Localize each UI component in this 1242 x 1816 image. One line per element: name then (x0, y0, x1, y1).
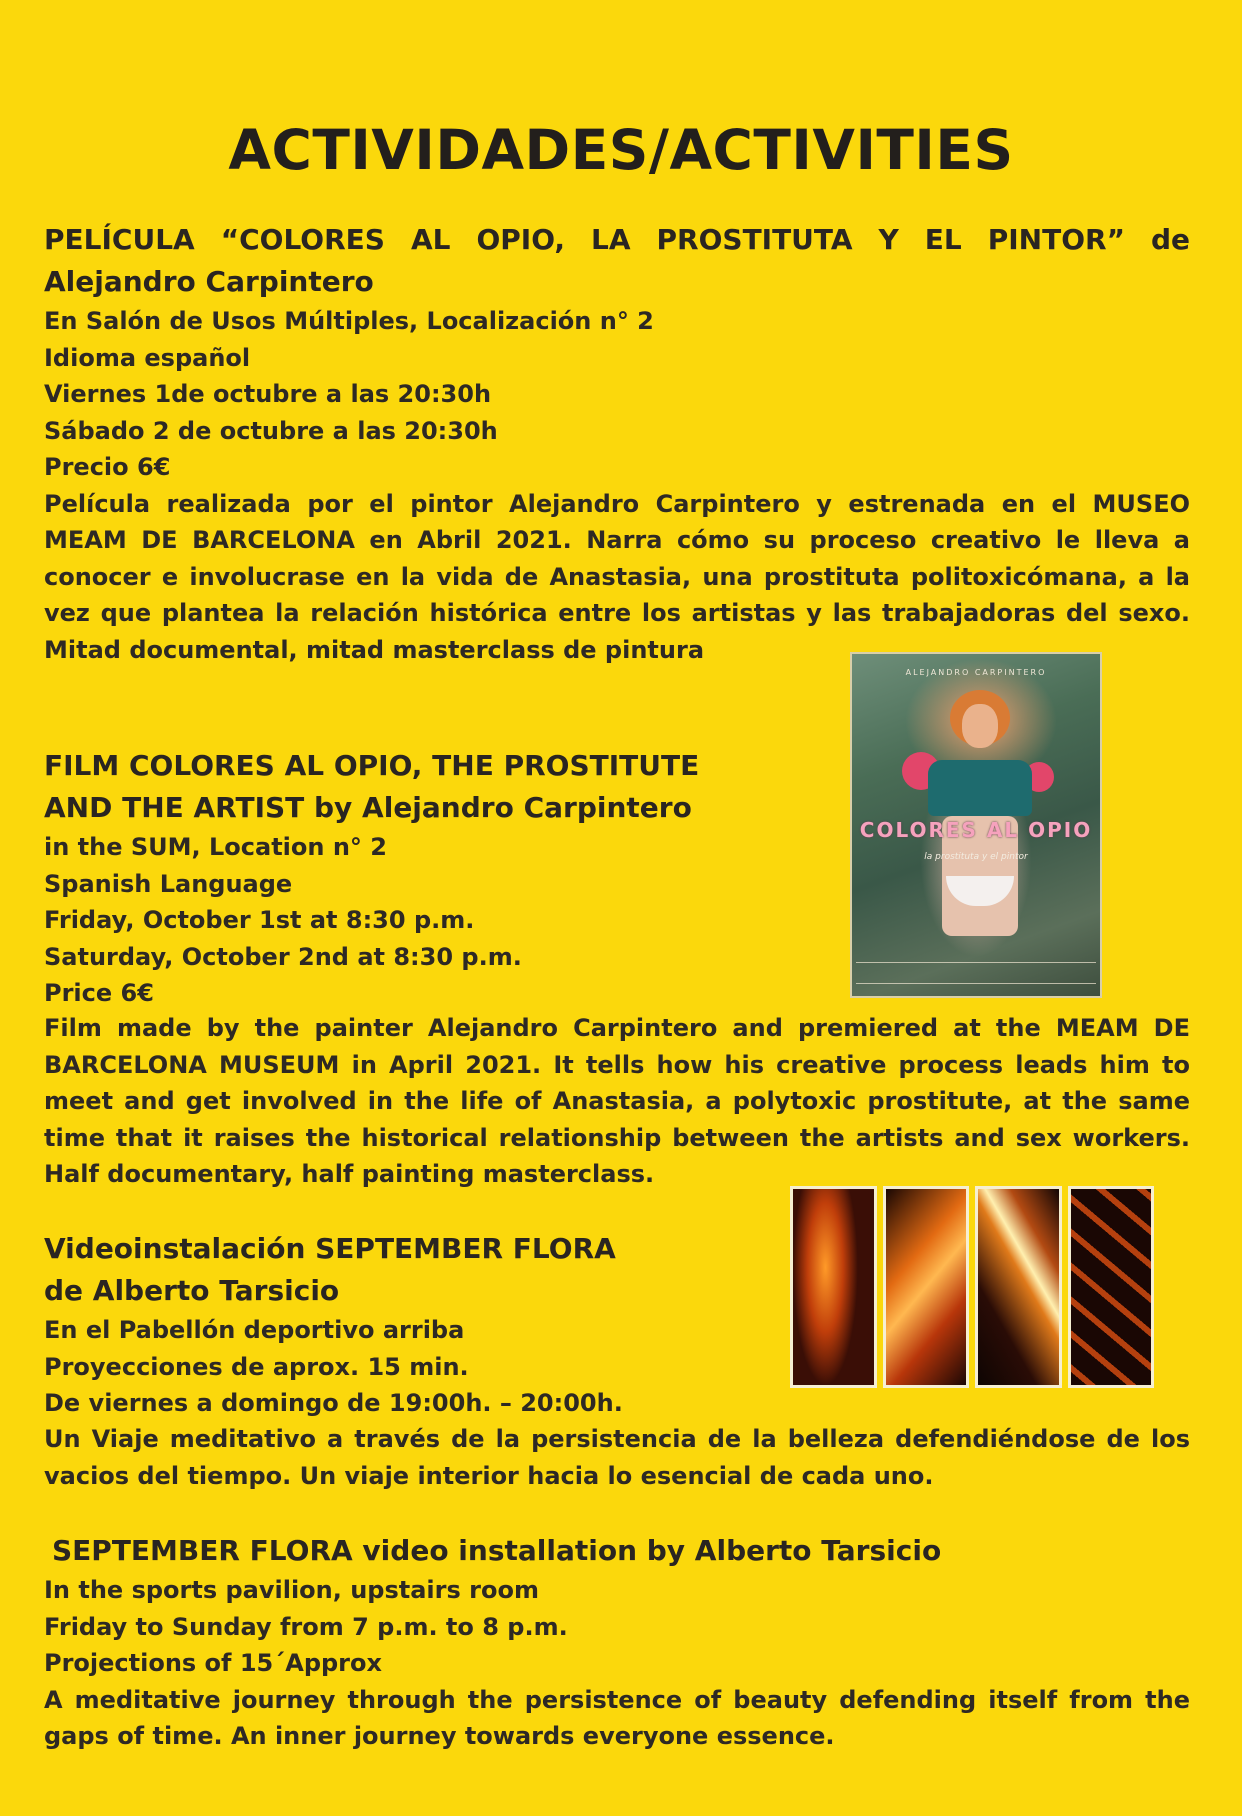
film-es-heading-line1: PELÍCULA “COLORES AL OPIO, LA PROSTITUTA Y EL PINTOR” de (44, 223, 1190, 256)
flora-es-heading-line2: de Alberto Tarsicio (44, 1274, 340, 1307)
film-es-location: En Salón de Usos Múltiples, Localización n° 2 (44, 307, 654, 335)
flora-panel-2 (883, 1186, 970, 1388)
september-flora-images (790, 1186, 1154, 1388)
flora-es-heading-section (44, 1228, 764, 1422)
flora-en-description: A meditative journey through the persistence of beauty defending itself from the gaps of time. An inner journey towards everyone essence. (44, 1685, 1190, 1750)
film-en-description: Film made by the painter Alejandro Carpintero and premiered at the MEAM DE BARCELONA MUSEUM in April 2021. It tells how his creative process leads him to meet and get involved in the life of Anastasia, a polytoxic prostitute, at the same time that it raises the historical relationship between the artists and sex workers. Half documentary, half painting masterclass. (44, 1014, 1190, 1188)
film-en-language: Spanish Language (44, 869, 293, 898)
film-poster-image (850, 652, 1102, 998)
film-es-language: Idioma español (44, 343, 251, 372)
film-en-date-2: Saturday, October 2nd at 8:30 p.m. (44, 942, 522, 971)
flora-en-heading: SEPTEMBER FLORA video installation by Alberto Tarsicio (52, 1534, 942, 1567)
poster-credit: ALEJANDRO CARPINTERO (905, 668, 1047, 677)
flora-es-duration: Proyecciones de aprox. 15 min. (44, 1352, 469, 1381)
film-es-section (44, 219, 1190, 668)
film-es-date-2: Sábado 2 de octubre a las 20:30h (44, 416, 498, 445)
flora-en-section (44, 1530, 1190, 1755)
flora-en-schedule: Friday to Sunday from 7 p.m. to 8 p.m. (44, 1612, 568, 1641)
poster-subtitle: la prostituta y el pintor (924, 852, 1028, 862)
film-en-heading-line2: AND THE ARTIST by Alejandro Carpintero (44, 791, 692, 824)
flora-panel-3 (975, 1186, 1062, 1388)
film-en-location: in the SUM, Location n° 2 (44, 833, 387, 861)
flora-en-location: In the sports pavilion, upstairs room (44, 1576, 539, 1604)
film-en-price: Price 6€ (44, 979, 154, 1007)
flora-es-schedule: De viernes a domingo de 19:00h. – 20:00h. (44, 1389, 623, 1417)
page-title: ACTIVIDADES/ACTIVITIES (228, 118, 1014, 182)
flora-panel-1 (790, 1186, 877, 1388)
flora-panel-4 (1068, 1186, 1155, 1388)
poster-face (962, 704, 998, 748)
flora-es-description-section (44, 1421, 1190, 1494)
poster-credits-bar (856, 962, 1096, 984)
flora-es-description: Un Viaje meditativo a través de la persistencia de la belleza defendiéndose de los vacios del tiempo. Un viaje interior hacia lo esencial de cada uno. (44, 1425, 1190, 1490)
film-en-heading-section (44, 745, 764, 1012)
flora-es-location: En el Pabellón deportivo arriba (44, 1316, 465, 1344)
film-en-heading-line1: FILM COLORES AL OPIO, THE PROSTITUTE (44, 749, 700, 782)
film-es-description: Película realizada por el pintor Alejandro Carpintero y estrenada en el MUSEO MEAM DE BARCELONA en Abril 2021. Narra cómo su proceso creativo le lleva a conocer e involucrase en la vida de Anastasia, una prostituta politoxicómana, a la vez que plantea la relación histórica entre los artistas y las trabajadoras del sexo. Mitad documental, mitad masterclass de pintura (44, 489, 1190, 664)
film-es-date-1: Viernes 1de octubre a las 20:30h (44, 380, 492, 408)
flora-es-heading-line1: Videoinstalación SEPTEMBER FLORA (44, 1232, 616, 1265)
film-es-heading-line2: Alejandro Carpintero (44, 265, 374, 298)
flora-en-duration: Projections of 15´Approx (44, 1649, 382, 1677)
poster-top (928, 760, 1032, 816)
film-en-description-section (44, 1010, 1190, 1193)
film-en-date-1: Friday, October 1st at 8:30 p.m. (44, 906, 475, 934)
film-es-price: Precio 6€ (44, 453, 171, 481)
poster-title: COLORES AL OPIO (859, 818, 1093, 842)
